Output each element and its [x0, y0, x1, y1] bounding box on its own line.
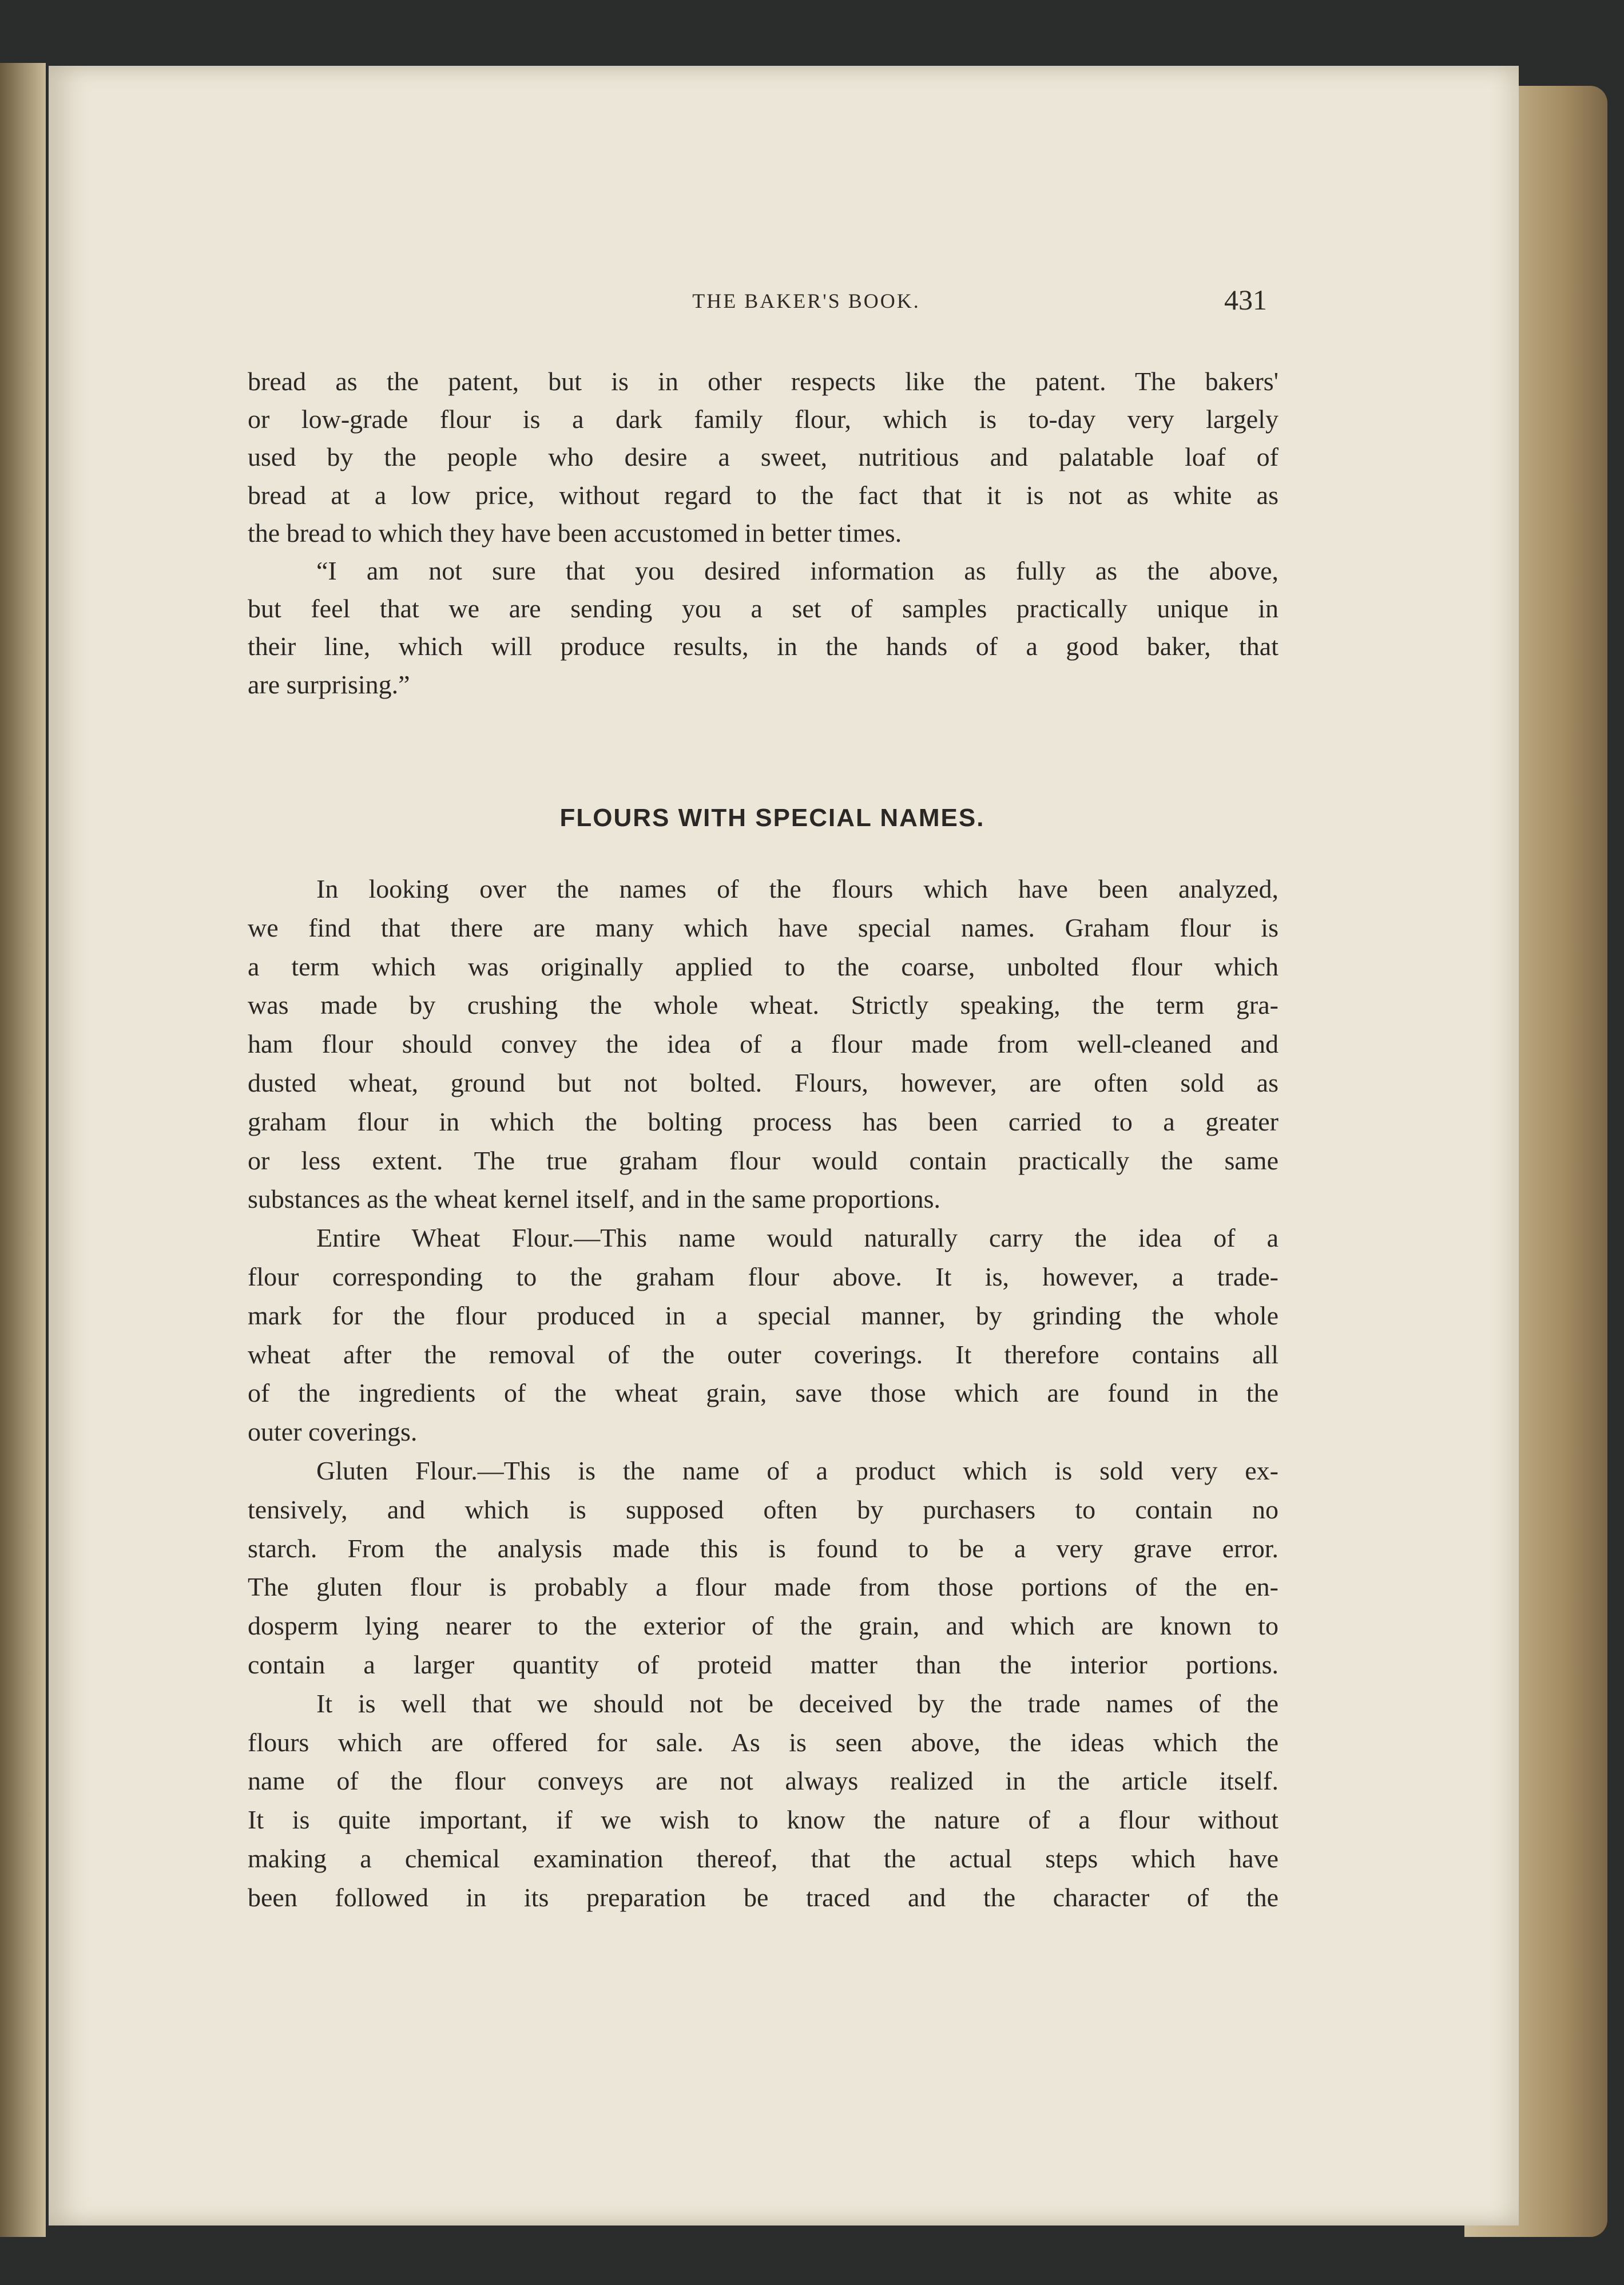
text-line: been followed in its preparation be traced and the character of the [248, 1882, 1278, 1912]
text-line: the bread to which they have been accustomed in better times. [248, 518, 902, 548]
text-line: making a chemical examination thereof, that the actual steps which have [248, 1843, 1278, 1873]
text-line: It is well that we should not be deceived by the trade names of the [316, 1688, 1278, 1718]
text-line: dusted wheat, ground but not bolted. Flours, however, are often sold as [248, 1068, 1278, 1097]
text-block-main [248, 870, 1278, 1917]
text-line: name of the flour conveys are not always realized in the article itself. [248, 1766, 1278, 1796]
text-line: or low-grade flour is a dark family flour, which is to-day very largely [248, 404, 1278, 434]
text-line: mark for the flour produced in a special manner, by grinding the whole [248, 1300, 1278, 1330]
page-number: 431 [1224, 284, 1267, 316]
text-line: Gluten Flour.—This is the name of a product which is sold very ex- [316, 1455, 1278, 1485]
text-line: ham flour should convey the idea of a flour made from well-cleaned and [248, 1029, 1278, 1059]
text-line: or less extent. The true graham flour would contain practically the same [248, 1145, 1278, 1175]
text-block-top [248, 363, 1278, 704]
text-line: but feel that we are sending you a set of samples practically unique in [248, 594, 1278, 624]
text-line: was made by crushing the whole wheat. Strictly speaking, the term gra- [248, 990, 1278, 1020]
text-line: we find that there are many which have special names. Graham flour is [248, 913, 1278, 942]
text-line: used by the people who desire a sweet, nutritious and palatable loaf of [248, 442, 1278, 472]
adjacent-page-edge [0, 63, 46, 2237]
text-line: “I am not sure that you desired information as fully as the above, [316, 556, 1278, 585]
text-line: dosperm lying nearer to the exterior of the grain, and which are known to [248, 1611, 1278, 1641]
text-line: flour corresponding to the graham flour above. It is, however, a trade- [248, 1261, 1278, 1291]
text-line: outer coverings. [248, 1417, 418, 1447]
text-line: their line, which will produce results, in the hands of a good baker, that [248, 632, 1278, 661]
text-line: The gluten flour is probably a flour made from those portions of the en- [248, 1572, 1278, 1602]
text-line: substances as the wheat kernel itself, and in the same proportions. [248, 1184, 941, 1214]
running-title: THE BAKER'S BOOK. [692, 289, 920, 312]
text-line: graham flour in which the bolting process has been carried to a greater [248, 1106, 1278, 1136]
text-line: flours which are offered for sale. As is seen above, the ideas which the [248, 1727, 1278, 1757]
text-line: In looking over the names of the flours which have been analyzed, [316, 874, 1278, 903]
text-line: of the ingredients of the wheat grain, save those which are found in the [248, 1378, 1278, 1408]
section-heading: FLOURS WITH SPECIAL NAMES. [559, 804, 985, 832]
text-line: contain a larger quantity of proteid matter than the interior portions. [248, 1649, 1278, 1679]
text-line: starch. From the analysis made this is found to be a very grave error. [248, 1533, 1278, 1563]
text-line: a term which was originally applied to the coarse, unbolted flour which [248, 951, 1278, 981]
text-line: are surprising.” [248, 669, 410, 699]
running-header [0, 289, 1624, 313]
text-line: tensively, and which is supposed often by purchasers to contain no [248, 1494, 1278, 1524]
text-line: bread as the patent, but is in other respects like the patent. The bakers' [248, 367, 1278, 396]
text-line: It is quite important, if we wish to know the nature of a flour without [248, 1805, 1278, 1835]
text-line: bread at a low price, without regard to the fact that it is not as white as [248, 480, 1278, 510]
text-line: Entire Wheat Flour.—This name would naturally carry the idea of a [316, 1223, 1278, 1253]
text-line: wheat after the removal of the outer coverings. It therefore contains all [248, 1339, 1278, 1369]
